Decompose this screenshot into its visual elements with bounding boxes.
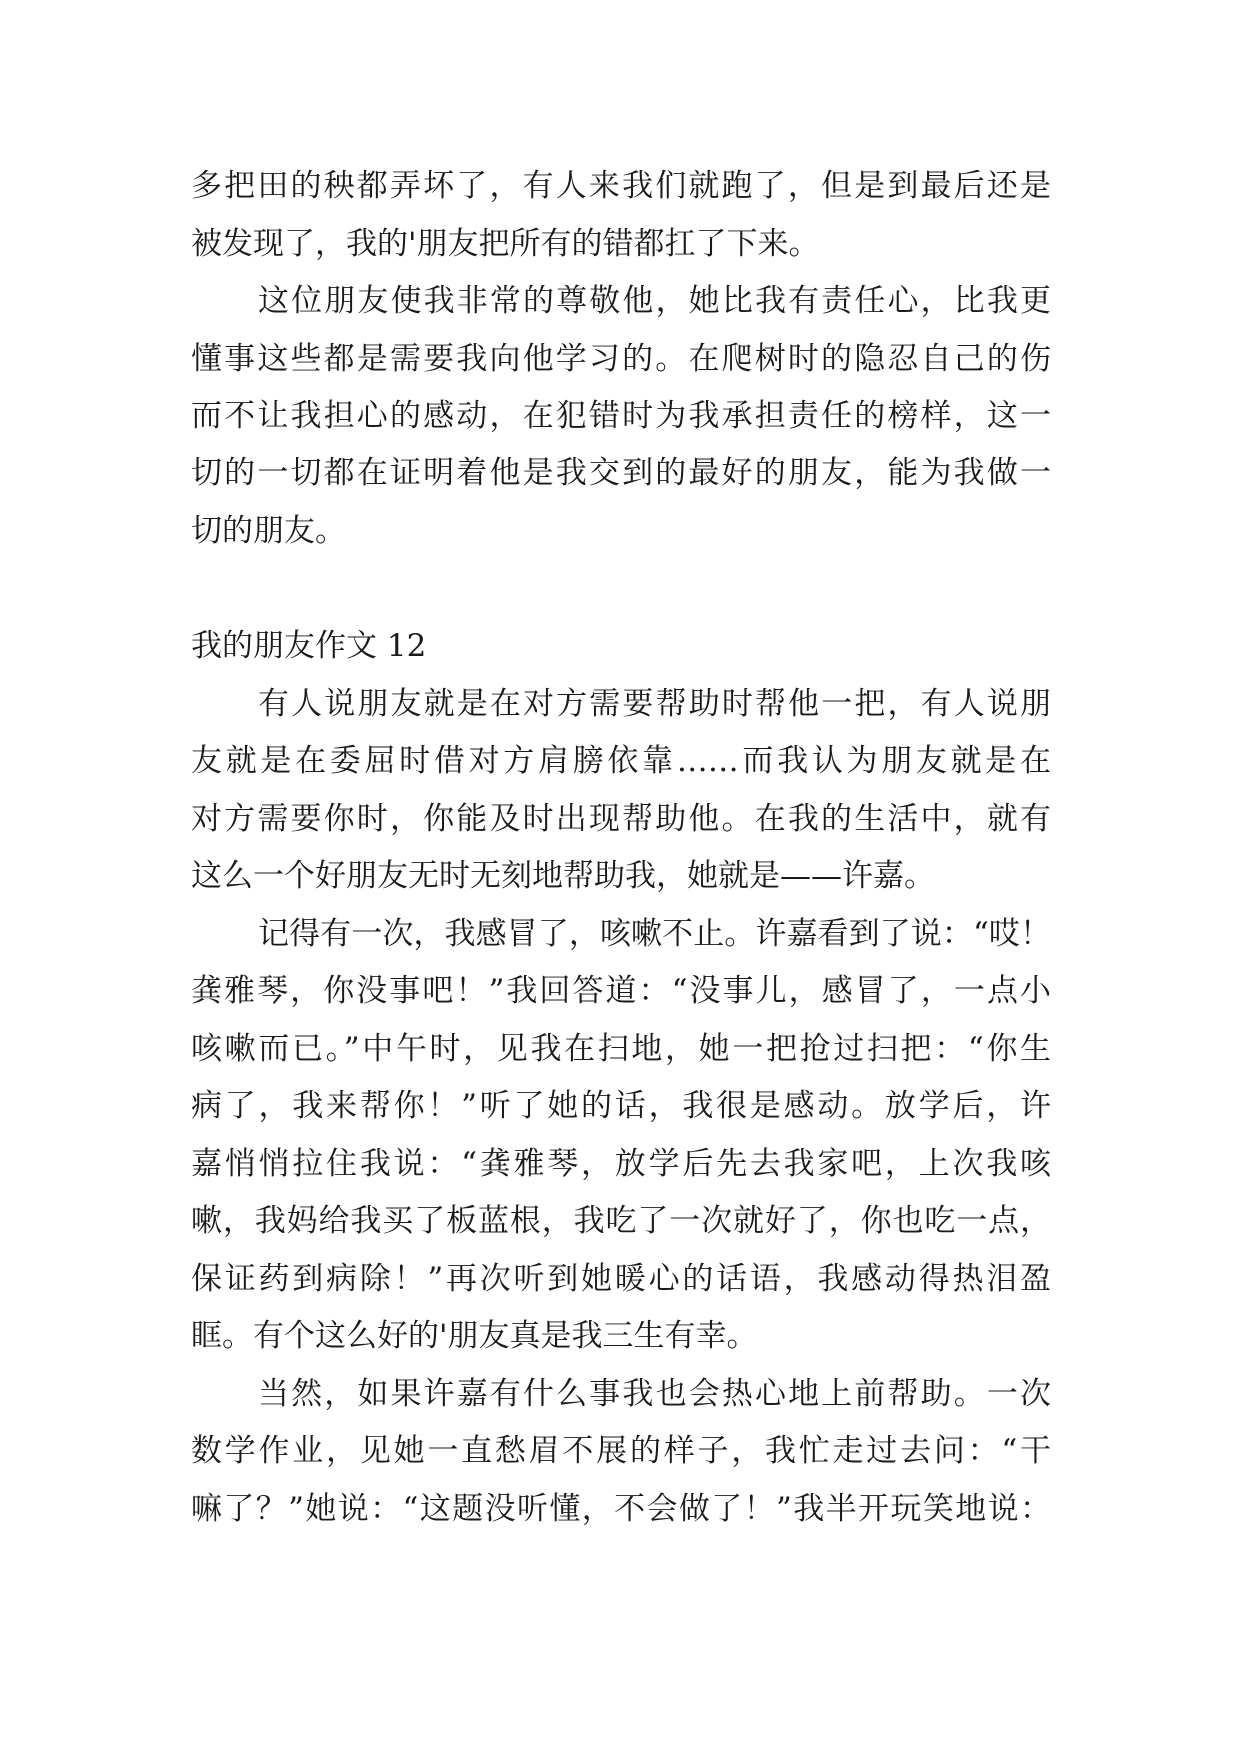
text-line: 这位朋友使我非常的尊敬他，她比我有责任心，比我更 — [258, 283, 1051, 319]
section-heading: 我的朋友作文 12 — [191, 628, 427, 664]
text-line: 这么一个好朋友无时无刻地帮助我，她就是——许嘉。 — [191, 858, 935, 894]
text-line: 咳嗽而已。”中午时，见我在扫地，她一把抢过扫把：“你生 — [191, 1031, 1051, 1067]
text-line: 切的一切都在证明着他是我交到的最好的朋友，能为我做一 — [191, 455, 1051, 491]
text-line: 懂事这些都是需要我向他学习的。在爬树时的隐忍自己的伤 — [191, 341, 1051, 377]
text-line: 有人说朋友就是在对方需要帮助时帮他一把，有人说朋 — [258, 686, 1051, 722]
text-line: 嘉悄悄拉住我说：“龚雅琴，放学后先去我家吧，上次我咳 — [191, 1146, 1051, 1182]
text-line: 嗽，我妈给我买了板蓝根，我吃了一次就好了，你也吃一点， — [191, 1203, 1051, 1239]
text-line: 龚雅琴，你没事吧！”我回答道：“没事儿，感冒了，一点小 — [191, 973, 1051, 1009]
text-line: 友就是在委屈时借对方肩膀依靠……而我认为朋友就是在 — [191, 743, 1051, 779]
text-line: 病了，我来帮你！”听了她的话，我很是感动。放学后，许 — [191, 1088, 1051, 1124]
text-line: 而不让我担心的感动，在犯错时为我承担责任的榜样，这一 — [191, 398, 1051, 434]
text-line: 保证药到病除！”再次听到她暖心的话语，我感动得热泪盈 — [191, 1261, 1051, 1297]
text-line: 记得有一次，我感冒了，咳嗽不止。许嘉看到了说：“哎！ — [258, 916, 1051, 952]
text-line: 多把田的秧都弄坏了，有人来我们就跑了，但是到最后还是 — [191, 168, 1051, 204]
text-line: 嘛了？”她说：“这题没听懂，不会做了！”我半开玩笑地说： — [191, 1491, 1051, 1527]
text-line: 对方需要你时，你能及时出现帮助他。在我的生活中，就有 — [191, 801, 1051, 837]
text-line: 数学作业，见她一直愁眉不展的样子，我忙走过去问：“干 — [191, 1433, 1051, 1469]
text-line: 切的朋友。 — [191, 513, 346, 549]
text-line: 眶。有个这么好的'朋友真是我三生有幸。 — [191, 1318, 758, 1354]
text-line: 被发现了，我的'朋友把所有的错都扛了下来。 — [191, 226, 820, 262]
text-line: 当然，如果许嘉有什么事我也会热心地上前帮助。一次 — [258, 1376, 1051, 1412]
